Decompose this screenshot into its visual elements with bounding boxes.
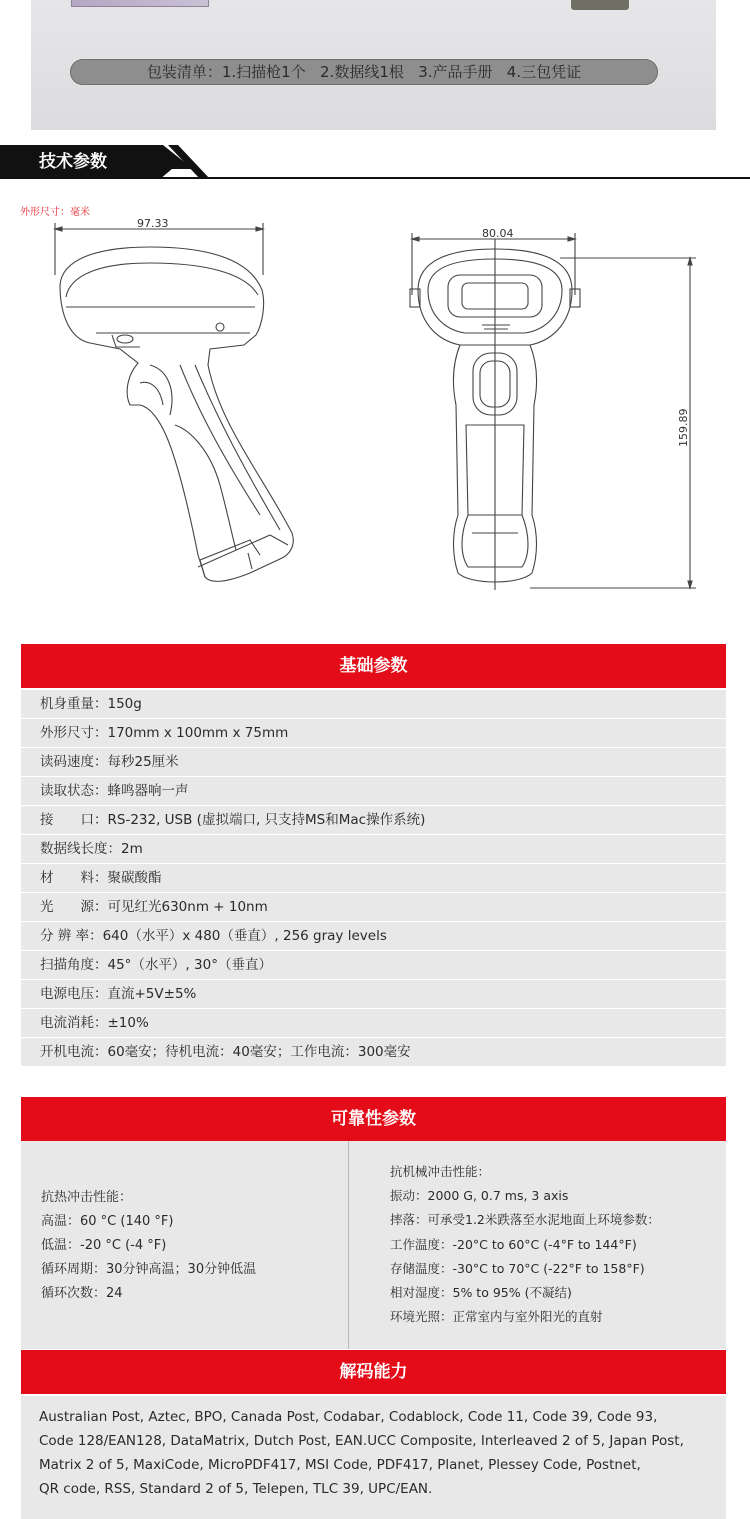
dim-height: 159.89 bbox=[677, 408, 690, 447]
spec-row-dimensions: 外形尺寸：170mm x 100mm x 75mm bbox=[21, 719, 726, 748]
mechanical-drop: 摔落：可承受1.2米跌落至水泥地面上环境参数： bbox=[390, 1212, 660, 1228]
spec-row-voltage: 电源电压：直流+5V±5% bbox=[21, 980, 726, 1009]
product-photo-area bbox=[31, 0, 716, 130]
spec-row-light-source: 光 源：可见红光630nm + 10nm bbox=[21, 893, 726, 922]
decoding-symbologies: Australian Post, Aztec, BPO, Canada Post, Codabar, Codablock, Code 11, Code 39, Code 93, Code 128/EAN128, DataMatrix, Dutch Post, EAN.UCC Composite, Interleaved 2 of 5, Japan Post, Matrix 2 of 5, MaxiCode, MicroPDF417, MSI Code, PDF417, Planet, Plessey Code, Postnet, QR code, RSS, Standard 2 of 5, Telepen, TLC 39, UPC/EAN. bbox=[39, 1409, 684, 1497]
mechanical-shock-title: 抗机械冲击性能： bbox=[390, 1164, 491, 1179]
env-humidity: 相对湿度：5% to 95% (不凝结) bbox=[390, 1285, 572, 1301]
env-operating-temp: 工作温度：-20°C to 60°C (-4°F to 144°F) bbox=[390, 1236, 637, 1252]
spec-row-startup-current: 开机电流：60毫安；待机电流：40毫安；工作电流：300毫安 bbox=[21, 1038, 726, 1067]
thermal-cycle-count: 循环次数：24 bbox=[41, 1286, 123, 1301]
thermal-cycle-period: 循环周期：30分钟高温；30分钟低温 bbox=[41, 1262, 257, 1277]
reliability-params-panel bbox=[21, 1141, 726, 1349]
section-header-shape bbox=[0, 145, 750, 179]
thermal-high-temp: 高温：60 °C (140 °F) bbox=[41, 1214, 174, 1229]
spec-row-current-consumption: 电流消耗：±10% bbox=[21, 1009, 726, 1038]
section-header-bar bbox=[0, 145, 750, 179]
decoding-header: 解码能力 bbox=[21, 1350, 726, 1394]
mechanical-shock-list bbox=[390, 1160, 660, 1329]
reliability-params-header: 可靠性参数 bbox=[21, 1097, 726, 1141]
spec-row-scan-angle: 扫描角度：45°（水平）, 30°（垂直） bbox=[21, 951, 726, 980]
photo-accessory bbox=[571, 0, 629, 10]
thermal-low-temp: 低温：-20 °C (-4 °F) bbox=[41, 1238, 167, 1253]
photo-manual-card bbox=[71, 0, 209, 7]
basic-params-header: 基础参数 bbox=[21, 644, 726, 688]
scanner-technical-drawing bbox=[0, 215, 750, 605]
basic-params-table bbox=[21, 690, 726, 1067]
packing-list: 包装清单：1.扫描枪1个 2.数据线1根 3.产品手册 4.三包凭证 bbox=[70, 59, 658, 85]
reliability-divider bbox=[348, 1141, 349, 1349]
spec-row-interface: 接 口：RS-232, USB (虚拟端口, 只支持MS和Mac操作系统) bbox=[21, 806, 726, 835]
spec-row-read-status: 读取状态：蜂鸣器响一声 bbox=[21, 777, 726, 806]
dim-side-width: 97.33 bbox=[137, 217, 169, 230]
mechanical-vibration: 振动：2000 G, 0.7 ms, 3 axis bbox=[390, 1188, 569, 1204]
thermal-shock-list bbox=[41, 1186, 256, 1306]
decoding-panel bbox=[21, 1396, 726, 1519]
spec-row-resolution: 分 辨 率：640（水平）x 480（垂直）, 256 gray levels bbox=[21, 922, 726, 951]
spec-row-material: 材 料：聚碳酸酯 bbox=[21, 864, 726, 893]
spec-row-read-speed: 读码速度：每秒25厘米 bbox=[21, 748, 726, 777]
section-title: 技术参数 bbox=[39, 152, 107, 172]
env-storage-temp: 存储温度：-30°C to 70°C (-22°F to 158°F) bbox=[390, 1260, 645, 1276]
env-ambient-light: 环境光照：正常室内与室外阳光的直射 bbox=[390, 1309, 603, 1325]
spec-row-weight: 机身重量：150g bbox=[21, 690, 726, 719]
thermal-shock-title: 抗热冲击性能： bbox=[41, 1190, 133, 1205]
spec-row-cable-length: 数据线长度：2m bbox=[21, 835, 726, 864]
dim-front-width: 80.04 bbox=[482, 227, 514, 240]
dimension-caption: 外形尺寸：毫米 bbox=[20, 207, 90, 218]
